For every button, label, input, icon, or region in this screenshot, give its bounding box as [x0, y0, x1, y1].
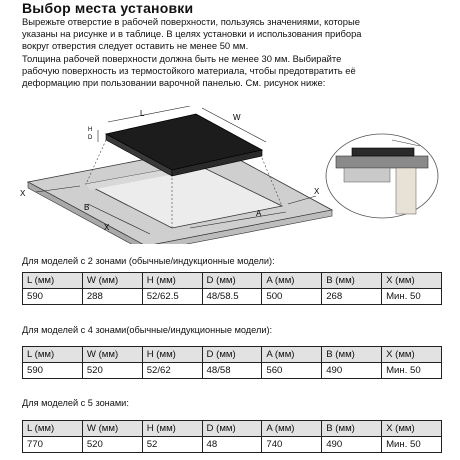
- dim-label-d: D: [88, 135, 93, 141]
- table-header-cell: H (мм): [142, 421, 202, 437]
- table-cell: 48/58: [202, 363, 262, 379]
- table-row: [23, 437, 442, 453]
- table-cell: Мин. 50: [382, 289, 442, 305]
- table-cell: 52: [142, 437, 202, 453]
- intro-line: Вырежьте отверстие в рабочей поверхности, пользуясь значениями, которые: [22, 16, 360, 27]
- table-row: [23, 363, 442, 379]
- table-header-cell: B (мм): [322, 347, 382, 363]
- table-header-row: [23, 273, 442, 289]
- table-header-cell: D (мм): [202, 421, 262, 437]
- table-cell: 490: [322, 437, 382, 453]
- intro-line: указаны на рисунке и в таблице. В целях установки и использования прибора: [22, 28, 362, 40]
- table-header-cell: B (мм): [322, 273, 382, 289]
- dim-label-w: W: [233, 113, 241, 122]
- cross-section-detail: [326, 134, 438, 218]
- table-header-row: [23, 347, 442, 363]
- dimensions-table-2-zones: [22, 272, 442, 305]
- table-cell: 268: [322, 289, 382, 305]
- table-cell: 52/62: [142, 363, 202, 379]
- table-header-cell: X (мм): [382, 347, 442, 363]
- dim-label-x-right: X: [314, 187, 320, 196]
- table-header-cell: H (мм): [142, 347, 202, 363]
- table-cell: 500: [262, 289, 322, 305]
- table-cell: Мин. 50: [382, 437, 442, 453]
- table-cell: 48/58.5: [202, 289, 262, 305]
- dimensions-table-4-zones: [22, 346, 442, 379]
- table-cell: 520: [82, 363, 142, 379]
- dim-label-x-left: X: [20, 189, 26, 198]
- table-header-cell: L (мм): [23, 273, 83, 289]
- table-cell: Мин. 50: [382, 363, 442, 379]
- installation-diagram: [0, 106, 460, 244]
- dim-label-a: A: [256, 209, 262, 218]
- dimensions-table-5-zones: [22, 420, 442, 453]
- table-cell: 590: [23, 289, 83, 305]
- table-caption: Для моделей с 2 зонами (обычные/индукционные модели):: [22, 256, 275, 266]
- table-cell: 490: [322, 363, 382, 379]
- dim-label-x-bottom: X: [104, 223, 110, 232]
- intro-line: Толщина рабочей поверхности должна быть не менее 30 мм. Выбирайте: [22, 52, 342, 64]
- table-header-cell: W (мм): [82, 273, 142, 289]
- table-caption: Для моделей с 4 зонами(обычные/индукционные модели):: [22, 325, 273, 335]
- table-header-cell: L (мм): [23, 347, 83, 363]
- dim-label-b: B: [84, 203, 90, 212]
- table-header-cell: W (мм): [82, 347, 142, 363]
- table-header-cell: A (мм): [262, 347, 322, 363]
- intro-line: вокруг отверстия следует оставить не менее 50 мм.: [22, 40, 249, 52]
- table-header-cell: X (мм): [382, 273, 442, 289]
- intro-text: [22, 16, 442, 89]
- table-header-cell: A (мм): [262, 421, 322, 437]
- intro-line: рабочую поверхность из термостойкого материала, чтобы предотвратить её: [22, 64, 356, 76]
- table-cell: 770: [23, 437, 83, 453]
- table-header-cell: D (мм): [202, 347, 262, 363]
- intro-line: деформацию при пользовании варочной панелью. См. рисунок ниже:: [22, 77, 326, 89]
- table-cell: 740: [262, 437, 322, 453]
- table-header-cell: H (мм): [142, 273, 202, 289]
- table-header-cell: W (мм): [82, 421, 142, 437]
- dim-label-h: H: [88, 127, 93, 133]
- table-cell: 560: [262, 363, 322, 379]
- table-header-row: [23, 421, 442, 437]
- table-header-cell: B (мм): [322, 421, 382, 437]
- table-header-cell: X (мм): [382, 421, 442, 437]
- table-cell: 520: [82, 437, 142, 453]
- table-caption: Для моделей с 5 зонами:: [22, 398, 129, 408]
- table-header-cell: L (мм): [23, 421, 83, 437]
- table-cell: 52/62.5: [142, 289, 202, 305]
- table-cell: 590: [23, 363, 83, 379]
- dim-label-l: L: [140, 109, 145, 118]
- table-header-cell: D (мм): [202, 273, 262, 289]
- table-header-cell: A (мм): [262, 273, 322, 289]
- table-row: [23, 289, 442, 305]
- table-cell: 288: [82, 289, 142, 305]
- table-cell: 48: [202, 437, 262, 453]
- page-title: Выбор места установки: [22, 0, 194, 16]
